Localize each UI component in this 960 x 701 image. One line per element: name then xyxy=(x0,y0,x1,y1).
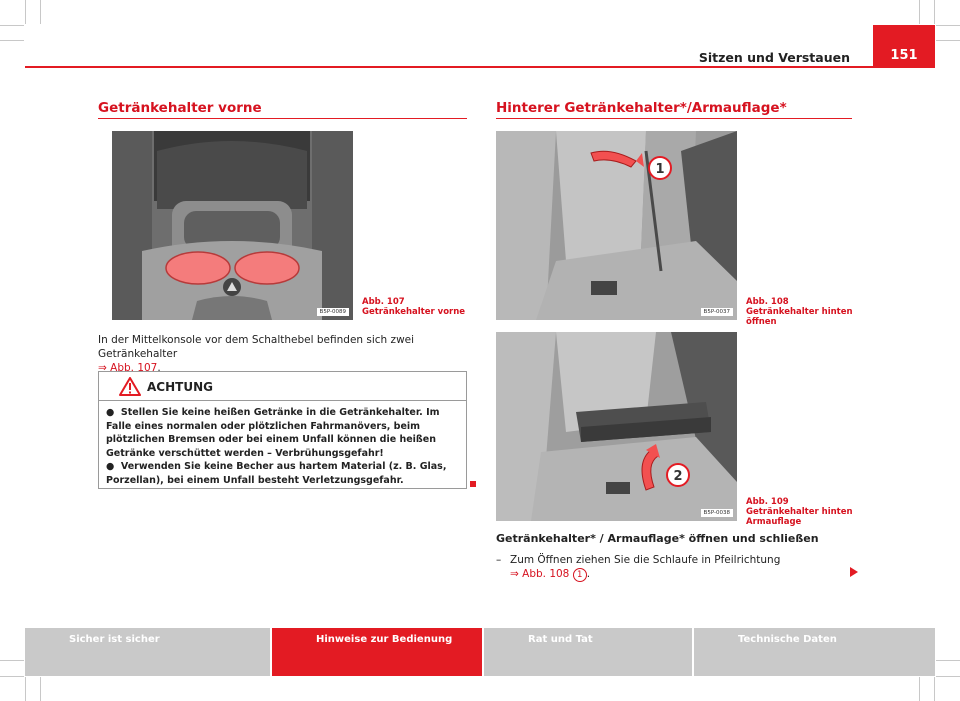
section-title-rear-cupholder: Hinterer Getränkehalter*/Armauflage* xyxy=(496,100,787,116)
figure-caption-109: Abb. 109 Getränkehalter hinten Armauflage xyxy=(746,497,853,527)
footer-tab-operation[interactable]: Hinweise zur Bedienung xyxy=(272,628,482,676)
chapter-title: Sitzen und Verstauen xyxy=(698,50,850,65)
warning-item-text: Verwenden Sie keine Becher aus hartem Material (z. B. Glas, Porzellan), bei einem Unfall besteht Verletzungsgefahr. xyxy=(106,461,447,486)
warning-header xyxy=(99,372,466,401)
section-end-mark xyxy=(470,481,476,487)
step-item xyxy=(510,553,810,582)
bullet: ● xyxy=(106,407,121,418)
step-end: . xyxy=(586,568,591,580)
bullet: ● xyxy=(106,461,121,472)
crop-mark xyxy=(0,660,24,661)
warning-title: ACHTUNG xyxy=(147,380,213,394)
warning-item-text: Stellen Sie keine heißen Getränke in die Getränkehalter. Im Falle eines normalen oder plötzlichen Fahrmanövers, beim plötzlichen Bremsen oder bei einem Unfall können die heißen Getränke verschüttet werden – Verbrühungsgefahr! xyxy=(106,407,440,459)
body-text: In der Mittelkonsole vor dem Schalthebel befinden sich zwei Getränkehalter xyxy=(98,334,415,360)
crop-mark xyxy=(0,676,24,677)
warning-item xyxy=(106,460,458,487)
console-photo xyxy=(112,131,353,320)
warning-item xyxy=(106,406,458,460)
figure-caption-108: Abb. 108 Getränkehalter hinten öffnen xyxy=(746,297,853,327)
figure-link-107[interactable]: ⇒ Abb. 107 xyxy=(98,362,158,374)
header-rule xyxy=(25,66,935,68)
crop-mark xyxy=(934,677,935,701)
continue-arrow-icon xyxy=(850,567,858,577)
figure-code: B5P-0037 xyxy=(701,308,733,316)
figure-code: B5P-0089 xyxy=(317,308,349,316)
section-rule xyxy=(98,118,467,119)
footer-tab-advice[interactable]: Rat und Tat xyxy=(484,628,692,676)
crop-mark xyxy=(936,676,960,677)
subheading: Getränkehalter* / Armauflage* öffnen und schließen xyxy=(496,532,819,545)
section-title-front-cupholder: Getränkehalter vorne xyxy=(98,100,262,116)
crop-mark xyxy=(0,25,24,26)
page-number: 151 xyxy=(873,25,935,68)
crop-mark xyxy=(936,660,960,661)
crop-mark xyxy=(25,677,26,701)
crop-mark xyxy=(934,0,935,24)
figure-caption-107: Abb. 107 Getränkehalter vorne xyxy=(362,297,466,317)
crop-mark xyxy=(919,677,920,701)
figure-rear-cupholder-open xyxy=(496,131,737,320)
crop-mark xyxy=(919,0,920,24)
callout-1: 1 xyxy=(655,162,665,177)
crop-mark xyxy=(25,0,26,24)
rear-seat-photo xyxy=(496,131,737,320)
step-text: Zum Öffnen ziehen Sie die Schlaufe in Pfeilrichtung xyxy=(510,554,781,566)
figure-front-cupholder xyxy=(112,131,353,320)
warning-box xyxy=(98,371,467,489)
crop-mark xyxy=(936,40,960,41)
footer-tab-safety[interactable]: Sicher ist sicher xyxy=(25,628,270,676)
crop-mark xyxy=(936,25,960,26)
figure-link-108[interactable]: ⇒ Abb. 108 xyxy=(510,568,570,580)
figure-code: B5P-0038 xyxy=(701,509,733,517)
section-rule xyxy=(496,118,852,119)
warning-list xyxy=(106,406,458,487)
body-paragraph xyxy=(98,333,470,375)
rear-armrest-photo xyxy=(496,332,737,521)
callout-ref-1: 1 xyxy=(573,568,587,582)
step-dash: – xyxy=(496,554,502,566)
callout-2: 2 xyxy=(673,469,683,484)
warning-triangle-icon xyxy=(119,377,141,396)
crop-mark xyxy=(40,677,41,701)
figure-rear-armrest xyxy=(496,332,737,521)
footer-tab-technical[interactable]: Technische Daten xyxy=(694,628,935,676)
crop-mark xyxy=(40,0,41,24)
crop-mark xyxy=(0,40,24,41)
body-end: . xyxy=(157,362,161,374)
